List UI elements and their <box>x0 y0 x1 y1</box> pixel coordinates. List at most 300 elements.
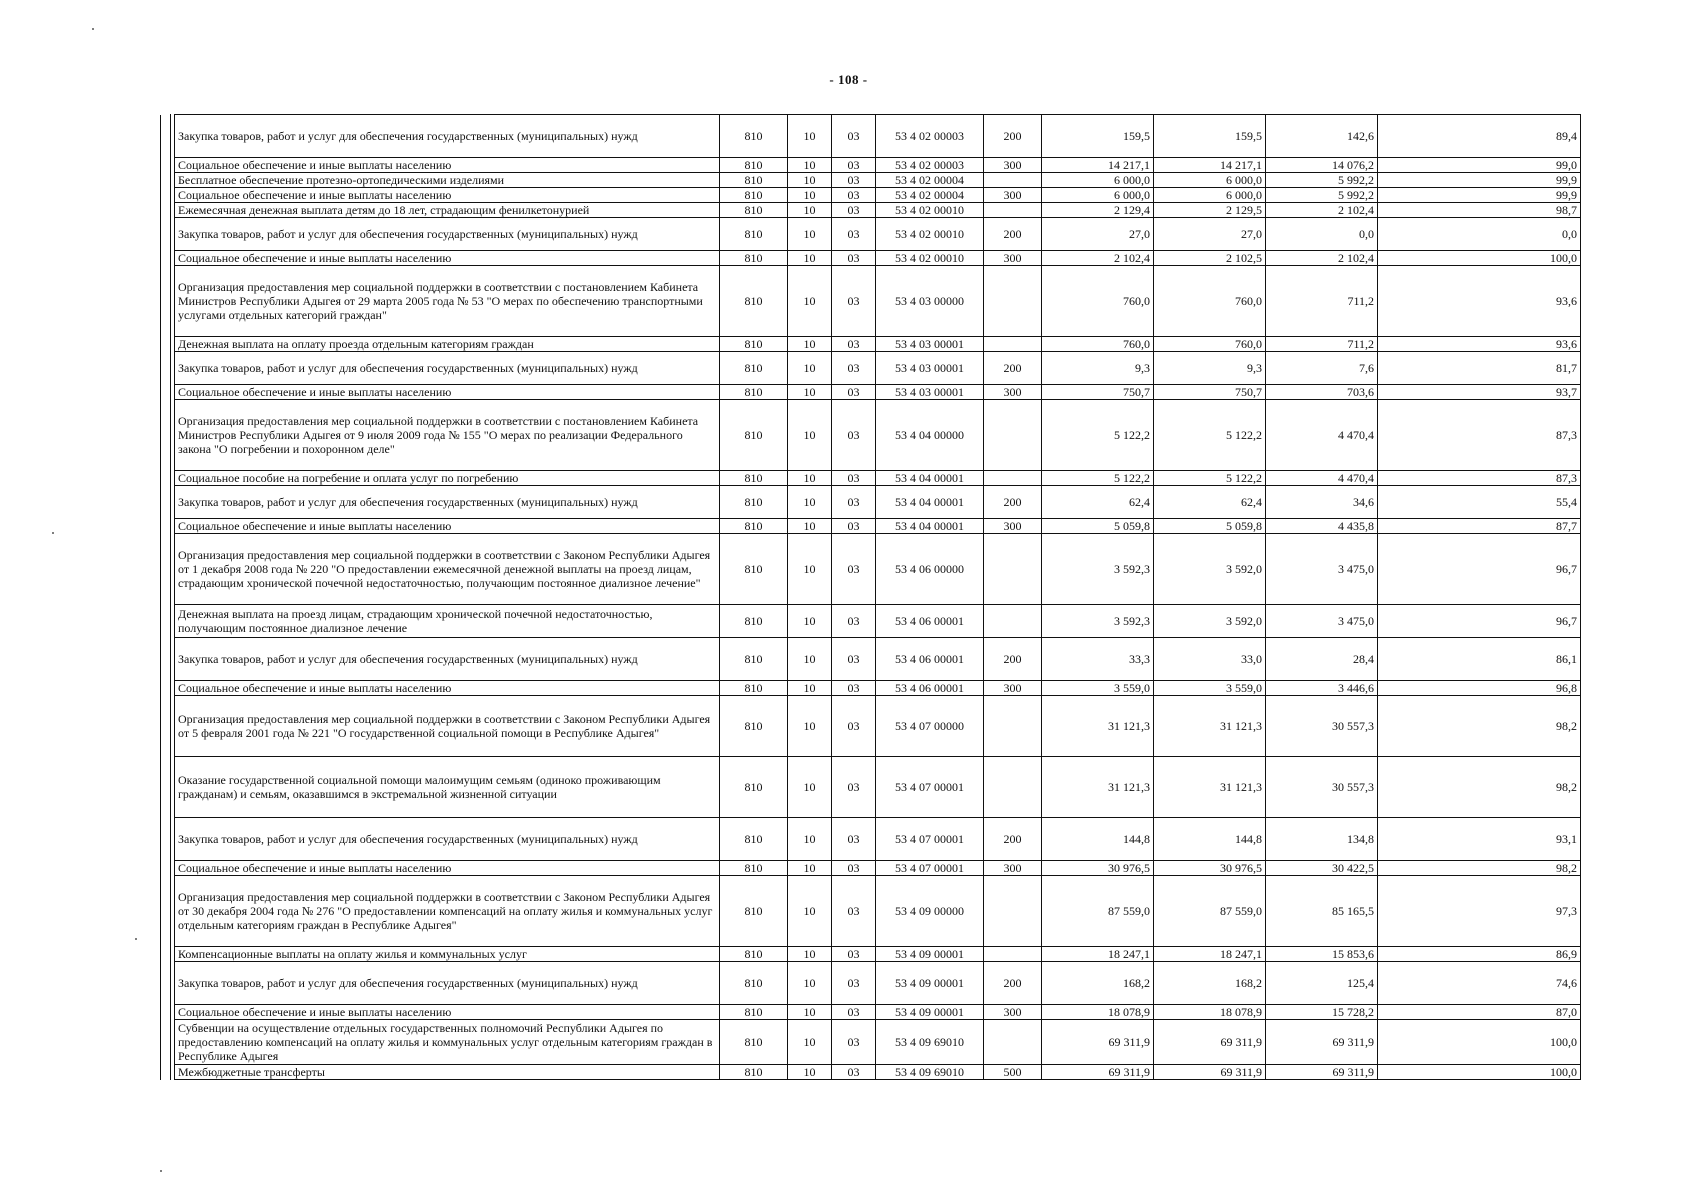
row-percent: 87,0 <box>1378 1005 1581 1020</box>
row-margin-cell <box>161 400 175 471</box>
row-ministry-code: 810 <box>720 266 788 337</box>
row-target-article: 53 4 06 00001 <box>876 638 984 681</box>
table-row <box>161 158 1581 173</box>
row-ministry-code: 810 <box>720 352 788 385</box>
row-plan-adjusted: 6 000,0 <box>1154 173 1266 188</box>
row-section-code: 10 <box>788 757 832 818</box>
row-target-article: 53 4 07 00001 <box>876 818 984 861</box>
row-target-article: 53 4 09 00000 <box>876 876 984 947</box>
row-section-code: 10 <box>788 471 832 486</box>
row-plan-initial: 33,3 <box>1042 638 1154 681</box>
table-row <box>161 203 1581 218</box>
row-executed: 15 853,6 <box>1266 947 1378 962</box>
row-section-code: 10 <box>788 218 832 251</box>
row-ministry-code: 810 <box>720 947 788 962</box>
row-percent: 87,3 <box>1378 471 1581 486</box>
row-target-article: 53 4 06 00000 <box>876 534 984 605</box>
row-expense-type: 300 <box>984 251 1042 266</box>
row-subsection-code: 03 <box>832 605 876 638</box>
row-target-article: 53 4 06 00001 <box>876 605 984 638</box>
row-plan-initial: 27,0 <box>1042 218 1154 251</box>
table-row <box>161 1065 1581 1080</box>
row-ministry-code: 810 <box>720 203 788 218</box>
row-margin-cell <box>161 218 175 251</box>
row-subsection-code: 03 <box>832 385 876 400</box>
table-row <box>161 861 1581 876</box>
row-section-code: 10 <box>788 115 832 158</box>
row-subsection-code: 03 <box>832 352 876 385</box>
row-name: Организация предоставления мер социальной поддержки в соответствии с Законом Республики Адыгея от 5 февраля 2001 года № 221 "О государственной социальной помощи в Республике Адыгея" <box>175 696 720 757</box>
row-margin-cell <box>161 115 175 158</box>
row-plan-adjusted: 5 122,2 <box>1154 471 1266 486</box>
row-ministry-code: 810 <box>720 818 788 861</box>
row-name: Организация предоставления мер социальной поддержки в соответствии с Законом Республики Адыгея от 1 декабря 2008 года № 220 "О предоставлении ежемесячной денежной выплаты на проезд лицам, страдающим хронической почечной недостаточностью, получающим постоянное диализное лечение" <box>175 534 720 605</box>
row-executed: 85 165,5 <box>1266 876 1378 947</box>
row-percent: 87,3 <box>1378 400 1581 471</box>
row-margin-cell <box>161 337 175 352</box>
row-margin-cell <box>161 605 175 638</box>
row-margin-cell <box>161 266 175 337</box>
row-expense-type: 200 <box>984 115 1042 158</box>
row-section-code: 10 <box>788 534 832 605</box>
row-executed: 69 311,9 <box>1266 1020 1378 1065</box>
row-name: Субвенции на осуществление отдельных государственных полномочий Республики Адыгея по предоставлению компенсаций на оплату жилья и коммунальных услуг отдельным категориям граждан в Республике Адыгея <box>175 1020 720 1065</box>
row-margin-cell <box>161 158 175 173</box>
row-percent: 86,1 <box>1378 638 1581 681</box>
row-subsection-code: 03 <box>832 1020 876 1065</box>
row-expense-type <box>984 1020 1042 1065</box>
row-plan-adjusted: 87 559,0 <box>1154 876 1266 947</box>
row-plan-initial: 168,2 <box>1042 962 1154 1005</box>
row-name: Социальное обеспечение и иные выплаты населению <box>175 681 720 696</box>
row-percent: 96,7 <box>1378 534 1581 605</box>
row-section-code: 10 <box>788 337 832 352</box>
row-expense-type <box>984 534 1042 605</box>
row-ministry-code: 810 <box>720 1005 788 1020</box>
row-name: Закупка товаров, работ и услуг для обеспечения государственных (муниципальных) нужд <box>175 218 720 251</box>
row-executed: 5 992,2 <box>1266 188 1378 203</box>
table-row <box>161 385 1581 400</box>
row-name: Закупка товаров, работ и услуг для обеспечения государственных (муниципальных) нужд <box>175 115 720 158</box>
row-percent: 98,7 <box>1378 203 1581 218</box>
row-plan-initial: 2 129,4 <box>1042 203 1154 218</box>
row-name: Закупка товаров, работ и услуг для обеспечения государственных (муниципальных) нужд <box>175 818 720 861</box>
row-margin-cell <box>161 638 175 681</box>
row-section-code: 10 <box>788 203 832 218</box>
row-ministry-code: 810 <box>720 173 788 188</box>
row-name: Ежемесячная денежная выплата детям до 18 лет, страдающим фенилкетонурией <box>175 203 720 218</box>
row-plan-adjusted: 14 217,1 <box>1154 158 1266 173</box>
row-plan-adjusted: 159,5 <box>1154 115 1266 158</box>
row-plan-initial: 6 000,0 <box>1042 173 1154 188</box>
row-ministry-code: 810 <box>720 337 788 352</box>
row-plan-initial: 18 247,1 <box>1042 947 1154 962</box>
row-percent: 100,0 <box>1378 1065 1581 1080</box>
row-target-article: 53 4 04 00001 <box>876 519 984 534</box>
row-plan-initial: 30 976,5 <box>1042 861 1154 876</box>
row-target-article: 53 4 04 00000 <box>876 400 984 471</box>
row-target-article: 53 4 02 00004 <box>876 188 984 203</box>
table-row <box>161 638 1581 681</box>
row-name: Бесплатное обеспечение протезно-ортопедическими изделиями <box>175 173 720 188</box>
row-subsection-code: 03 <box>832 681 876 696</box>
row-margin-cell <box>161 1065 175 1080</box>
row-section-code: 10 <box>788 1020 832 1065</box>
row-expense-type <box>984 876 1042 947</box>
row-ministry-code: 810 <box>720 861 788 876</box>
row-section-code: 10 <box>788 605 832 638</box>
row-name: Закупка товаров, работ и услуг для обеспечения государственных (муниципальных) нужд <box>175 962 720 1005</box>
row-section-code: 10 <box>788 876 832 947</box>
row-section-code: 10 <box>788 1005 832 1020</box>
row-subsection-code: 03 <box>832 638 876 681</box>
row-margin-cell <box>161 173 175 188</box>
row-plan-initial: 87 559,0 <box>1042 876 1154 947</box>
row-ministry-code: 810 <box>720 1065 788 1080</box>
row-plan-adjusted: 144,8 <box>1154 818 1266 861</box>
row-subsection-code: 03 <box>832 962 876 1005</box>
row-executed: 3 475,0 <box>1266 534 1378 605</box>
row-target-article: 53 4 07 00001 <box>876 757 984 818</box>
row-margin-cell <box>161 757 175 818</box>
row-plan-adjusted: 3 559,0 <box>1154 681 1266 696</box>
row-margin-cell <box>161 519 175 534</box>
row-percent: 81,7 <box>1378 352 1581 385</box>
row-expense-type <box>984 400 1042 471</box>
row-subsection-code: 03 <box>832 486 876 519</box>
row-margin-cell <box>161 251 175 266</box>
row-executed: 7,6 <box>1266 352 1378 385</box>
row-executed: 5 992,2 <box>1266 173 1378 188</box>
row-target-article: 53 4 02 00010 <box>876 218 984 251</box>
row-target-article: 53 4 09 00001 <box>876 962 984 1005</box>
row-expense-type: 200 <box>984 486 1042 519</box>
row-percent: 98,2 <box>1378 861 1581 876</box>
table-row <box>161 876 1581 947</box>
row-name: Социальное обеспечение и иные выплаты населению <box>175 251 720 266</box>
table-row <box>161 173 1581 188</box>
row-target-article: 53 4 04 00001 <box>876 471 984 486</box>
table-row <box>161 681 1581 696</box>
row-plan-adjusted: 31 121,3 <box>1154 696 1266 757</box>
row-plan-adjusted: 2 102,5 <box>1154 251 1266 266</box>
row-executed: 30 557,3 <box>1266 757 1378 818</box>
row-expense-type <box>984 173 1042 188</box>
row-subsection-code: 03 <box>832 1005 876 1020</box>
row-name: Организация предоставления мер социальной поддержки в соответствии с Законом Республики Адыгея от 30 декабря 2004 года № 276 "О предоставлении компенсаций на оплату жилья и коммунальных услуг отдельным категориям граждан в Республике Адыгея" <box>175 876 720 947</box>
row-executed: 14 076,2 <box>1266 158 1378 173</box>
row-executed: 0,0 <box>1266 218 1378 251</box>
row-plan-initial: 69 311,9 <box>1042 1065 1154 1080</box>
row-executed: 711,2 <box>1266 337 1378 352</box>
budget-sheet <box>160 114 1580 1080</box>
row-section-code: 10 <box>788 947 832 962</box>
row-section-code: 10 <box>788 962 832 1005</box>
table-row <box>161 251 1581 266</box>
row-plan-initial: 2 102,4 <box>1042 251 1154 266</box>
row-executed: 3 475,0 <box>1266 605 1378 638</box>
row-ministry-code: 810 <box>720 115 788 158</box>
row-section-code: 10 <box>788 681 832 696</box>
row-plan-adjusted: 18 247,1 <box>1154 947 1266 962</box>
row-section-code: 10 <box>788 696 832 757</box>
row-expense-type <box>984 266 1042 337</box>
row-name: Социальное обеспечение и иные выплаты населению <box>175 385 720 400</box>
row-plan-initial: 3 559,0 <box>1042 681 1154 696</box>
row-executed: 2 102,4 <box>1266 203 1378 218</box>
row-margin-cell <box>161 861 175 876</box>
row-executed: 2 102,4 <box>1266 251 1378 266</box>
row-margin-cell <box>161 203 175 218</box>
row-target-article: 53 4 09 69010 <box>876 1065 984 1080</box>
row-margin-cell <box>161 962 175 1005</box>
row-name: Денежная выплата на оплату проезда отдельным категориям граждан <box>175 337 720 352</box>
row-subsection-code: 03 <box>832 251 876 266</box>
row-margin-cell <box>161 1005 175 1020</box>
row-ministry-code: 810 <box>720 681 788 696</box>
row-percent: 100,0 <box>1378 251 1581 266</box>
table-row <box>161 696 1581 757</box>
table-row <box>161 947 1581 962</box>
row-expense-type <box>984 696 1042 757</box>
row-subsection-code: 03 <box>832 534 876 605</box>
row-subsection-code: 03 <box>832 876 876 947</box>
row-percent: 55,4 <box>1378 486 1581 519</box>
row-margin-cell <box>161 385 175 400</box>
table-row <box>161 337 1581 352</box>
row-plan-adjusted: 5 122,2 <box>1154 400 1266 471</box>
row-plan-initial: 6 000,0 <box>1042 188 1154 203</box>
row-plan-adjusted: 6 000,0 <box>1154 188 1266 203</box>
row-subsection-code: 03 <box>832 400 876 471</box>
row-name: Социальное обеспечение и иные выплаты населению <box>175 861 720 876</box>
row-target-article: 53 4 02 00010 <box>876 251 984 266</box>
row-ministry-code: 810 <box>720 757 788 818</box>
row-section-code: 10 <box>788 1065 832 1080</box>
row-expense-type: 200 <box>984 638 1042 681</box>
row-executed: 69 311,9 <box>1266 1065 1378 1080</box>
row-target-article: 53 4 02 00003 <box>876 115 984 158</box>
row-plan-adjusted: 760,0 <box>1154 266 1266 337</box>
row-subsection-code: 03 <box>832 158 876 173</box>
row-executed: 34,6 <box>1266 486 1378 519</box>
row-name: Денежная выплата на проезд лицам, страдающим хронической почечной недостаточностью, получающим постоянное диализное лечение <box>175 605 720 638</box>
row-plan-initial: 760,0 <box>1042 337 1154 352</box>
row-plan-initial: 62,4 <box>1042 486 1154 519</box>
row-margin-cell <box>161 1020 175 1065</box>
row-percent: 99,9 <box>1378 173 1581 188</box>
row-plan-initial: 31 121,3 <box>1042 757 1154 818</box>
row-percent: 86,9 <box>1378 947 1581 962</box>
row-margin-cell <box>161 876 175 947</box>
row-plan-adjusted: 69 311,9 <box>1154 1065 1266 1080</box>
row-plan-initial: 760,0 <box>1042 266 1154 337</box>
row-target-article: 53 4 03 00001 <box>876 385 984 400</box>
row-plan-adjusted: 750,7 <box>1154 385 1266 400</box>
row-expense-type: 300 <box>984 681 1042 696</box>
row-plan-initial: 5 059,8 <box>1042 519 1154 534</box>
row-margin-cell <box>161 486 175 519</box>
row-subsection-code: 03 <box>832 818 876 861</box>
row-plan-adjusted: 2 129,5 <box>1154 203 1266 218</box>
row-plan-initial: 5 122,2 <box>1042 400 1154 471</box>
row-plan-adjusted: 9,3 <box>1154 352 1266 385</box>
budget-table-body <box>161 115 1581 1080</box>
row-subsection-code: 03 <box>832 203 876 218</box>
row-percent: 96,8 <box>1378 681 1581 696</box>
row-target-article: 53 4 09 00001 <box>876 947 984 962</box>
row-percent: 98,2 <box>1378 757 1581 818</box>
row-name: Закупка товаров, работ и услуг для обеспечения государственных (муниципальных) нужд <box>175 638 720 681</box>
row-ministry-code: 810 <box>720 400 788 471</box>
row-subsection-code: 03 <box>832 173 876 188</box>
row-subsection-code: 03 <box>832 696 876 757</box>
row-target-article: 53 4 06 00001 <box>876 681 984 696</box>
row-expense-type <box>984 947 1042 962</box>
row-section-code: 10 <box>788 818 832 861</box>
row-percent: 89,4 <box>1378 115 1581 158</box>
row-percent: 93,6 <box>1378 337 1581 352</box>
row-section-code: 10 <box>788 173 832 188</box>
row-expense-type: 300 <box>984 861 1042 876</box>
row-percent: 97,3 <box>1378 876 1581 947</box>
row-plan-initial: 5 122,2 <box>1042 471 1154 486</box>
row-section-code: 10 <box>788 486 832 519</box>
table-row <box>161 519 1581 534</box>
row-margin-cell <box>161 352 175 385</box>
row-expense-type: 200 <box>984 962 1042 1005</box>
row-plan-initial: 144,8 <box>1042 818 1154 861</box>
row-target-article: 53 4 03 00000 <box>876 266 984 337</box>
row-expense-type <box>984 605 1042 638</box>
row-target-article: 53 4 02 00010 <box>876 203 984 218</box>
row-percent: 98,2 <box>1378 696 1581 757</box>
row-expense-type: 300 <box>984 1005 1042 1020</box>
row-target-article: 53 4 04 00001 <box>876 486 984 519</box>
row-plan-adjusted: 5 059,8 <box>1154 519 1266 534</box>
row-name: Социальное обеспечение и иные выплаты населению <box>175 519 720 534</box>
row-name: Закупка товаров, работ и услуг для обеспечения государственных (муниципальных) нужд <box>175 352 720 385</box>
row-section-code: 10 <box>788 352 832 385</box>
budget-table <box>160 114 1581 1080</box>
row-name: Социальное обеспечение и иные выплаты населению <box>175 188 720 203</box>
row-section-code: 10 <box>788 251 832 266</box>
table-row <box>161 962 1581 1005</box>
row-target-article: 53 4 03 00001 <box>876 337 984 352</box>
row-expense-type: 300 <box>984 519 1042 534</box>
row-executed: 4 470,4 <box>1266 400 1378 471</box>
row-name: Компенсационные выплаты на оплату жилья и коммунальных услуг <box>175 947 720 962</box>
table-row <box>161 1020 1581 1065</box>
row-plan-initial: 750,7 <box>1042 385 1154 400</box>
row-margin-cell <box>161 818 175 861</box>
row-subsection-code: 03 <box>832 337 876 352</box>
row-percent: 99,9 <box>1378 188 1581 203</box>
row-ministry-code: 810 <box>720 188 788 203</box>
table-row <box>161 757 1581 818</box>
row-subsection-code: 03 <box>832 519 876 534</box>
row-ministry-code: 810 <box>720 385 788 400</box>
row-ministry-code: 810 <box>720 471 788 486</box>
row-executed: 30 557,3 <box>1266 696 1378 757</box>
row-plan-adjusted: 760,0 <box>1154 337 1266 352</box>
row-subsection-code: 03 <box>832 188 876 203</box>
row-margin-cell <box>161 696 175 757</box>
table-row <box>161 188 1581 203</box>
row-name: Организация предоставления мер социальной поддержки в соответствии с постановлением Кабинета Министров Республики Адыгея от 9 июля 2009 года № 155 "О мерах по реализации Федерального закона "О погребении и похоронном деле" <box>175 400 720 471</box>
row-plan-adjusted: 62,4 <box>1154 486 1266 519</box>
row-margin-cell <box>161 947 175 962</box>
row-plan-initial: 14 217,1 <box>1042 158 1154 173</box>
row-ministry-code: 810 <box>720 696 788 757</box>
row-ministry-code: 810 <box>720 486 788 519</box>
row-name: Социальное пособие на погребение и оплата услуг по погребению <box>175 471 720 486</box>
row-plan-initial: 18 078,9 <box>1042 1005 1154 1020</box>
row-section-code: 10 <box>788 385 832 400</box>
row-plan-adjusted: 69 311,9 <box>1154 1020 1266 1065</box>
row-name: Социальное обеспечение и иные выплаты населению <box>175 158 720 173</box>
row-subsection-code: 03 <box>832 218 876 251</box>
row-subsection-code: 03 <box>832 471 876 486</box>
table-row <box>161 471 1581 486</box>
row-margin-cell <box>161 188 175 203</box>
row-target-article: 53 4 02 00003 <box>876 158 984 173</box>
row-ministry-code: 810 <box>720 962 788 1005</box>
table-row <box>161 486 1581 519</box>
row-executed: 3 446,6 <box>1266 681 1378 696</box>
row-plan-adjusted: 27,0 <box>1154 218 1266 251</box>
row-subsection-code: 03 <box>832 266 876 337</box>
row-section-code: 10 <box>788 400 832 471</box>
table-row <box>161 605 1581 638</box>
row-margin-cell <box>161 534 175 605</box>
row-executed: 703,6 <box>1266 385 1378 400</box>
row-ministry-code: 810 <box>720 638 788 681</box>
row-percent: 0,0 <box>1378 218 1581 251</box>
scan-speck <box>135 938 137 940</box>
row-expense-type: 300 <box>984 188 1042 203</box>
row-executed: 30 422,5 <box>1266 861 1378 876</box>
table-row <box>161 352 1581 385</box>
row-executed: 125,4 <box>1266 962 1378 1005</box>
row-name: Социальное обеспечение и иные выплаты населению <box>175 1005 720 1020</box>
table-row <box>161 218 1581 251</box>
row-percent: 99,0 <box>1378 158 1581 173</box>
row-name: Межбюджетные трансферты <box>175 1065 720 1080</box>
row-expense-type <box>984 471 1042 486</box>
row-section-code: 10 <box>788 861 832 876</box>
row-ministry-code: 810 <box>720 519 788 534</box>
row-percent: 100,0 <box>1378 1020 1581 1065</box>
row-executed: 15 728,2 <box>1266 1005 1378 1020</box>
row-executed: 4 435,8 <box>1266 519 1378 534</box>
row-target-article: 53 4 03 00001 <box>876 352 984 385</box>
row-margin-cell <box>161 471 175 486</box>
table-row <box>161 1005 1581 1020</box>
row-plan-initial: 69 311,9 <box>1042 1020 1154 1065</box>
row-plan-adjusted: 33,0 <box>1154 638 1266 681</box>
table-row <box>161 400 1581 471</box>
row-expense-type: 300 <box>984 385 1042 400</box>
row-target-article: 53 4 09 69010 <box>876 1020 984 1065</box>
row-ministry-code: 810 <box>720 605 788 638</box>
row-target-article: 53 4 02 00004 <box>876 173 984 188</box>
row-ministry-code: 810 <box>720 1020 788 1065</box>
row-section-code: 10 <box>788 266 832 337</box>
row-expense-type: 500 <box>984 1065 1042 1080</box>
scan-speck <box>160 1170 162 1172</box>
scan-speck <box>52 532 54 534</box>
